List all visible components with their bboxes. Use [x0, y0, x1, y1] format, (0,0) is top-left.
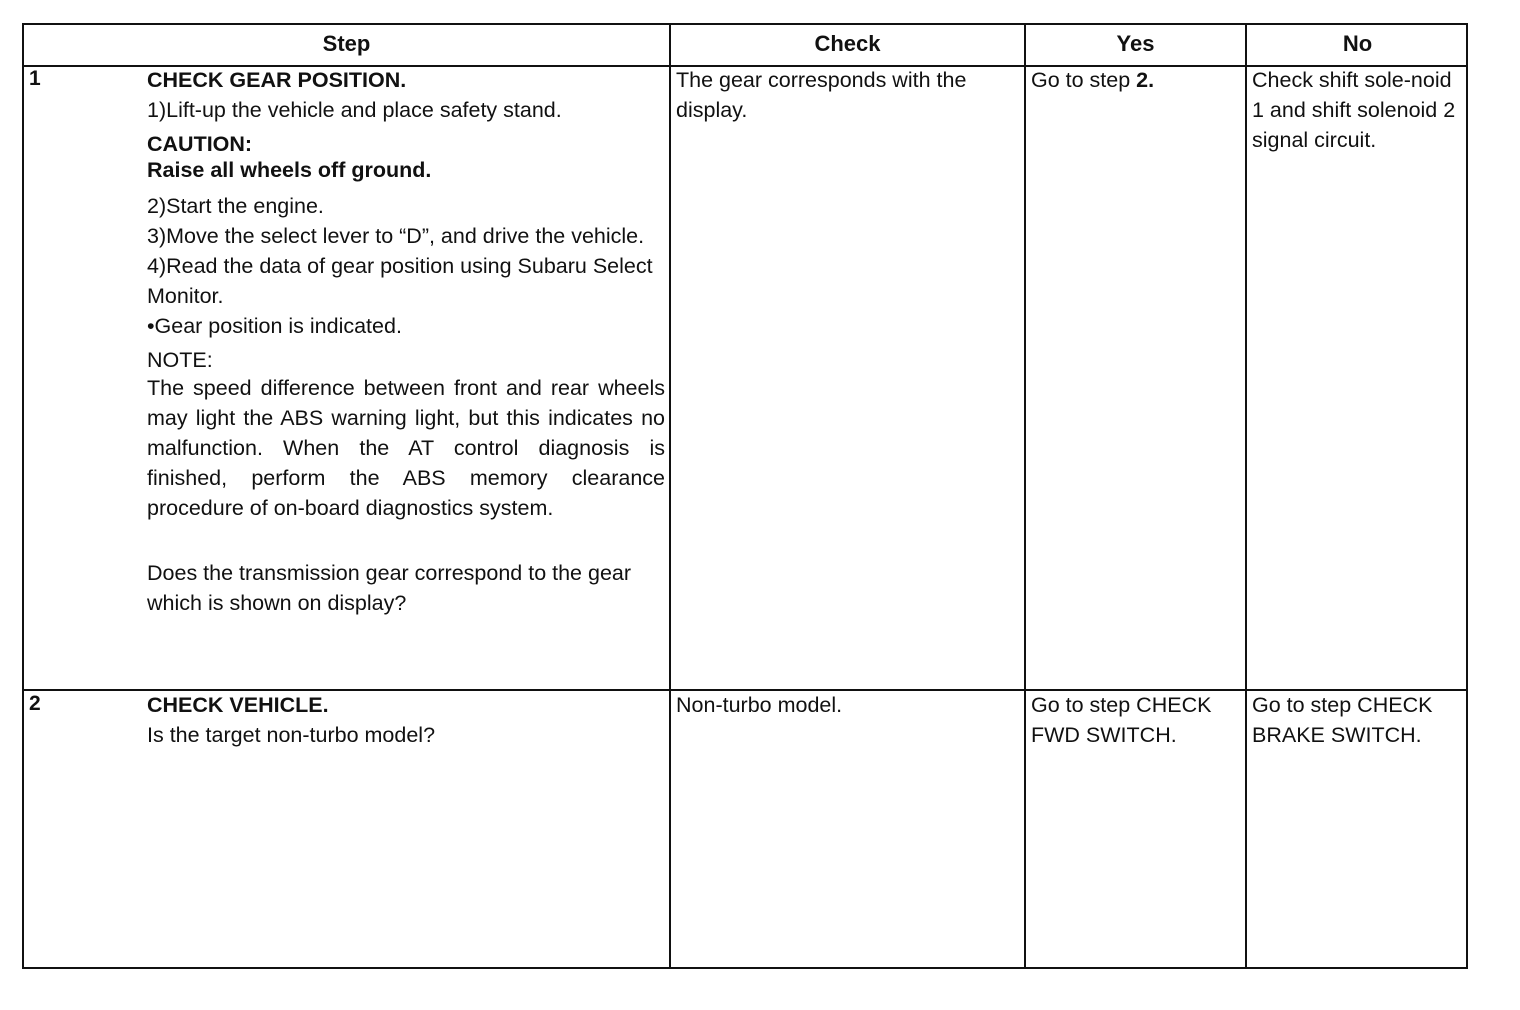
- check-cell: The gear corresponds with the display.: [676, 68, 967, 122]
- step-question: Is the target non-turbo model?: [147, 723, 436, 747]
- no-cell: Go to step CHECK BRAKE SWITCH.: [1252, 693, 1433, 747]
- instruction-line: 2)Start the engine.: [147, 194, 324, 218]
- instruction-line: 4)Read the data of gear position using Subaru Select Monitor.: [147, 254, 653, 308]
- column-divider: [1245, 25, 1247, 967]
- yes-step-number: 2.: [1136, 68, 1155, 92]
- instruction-line: 1)Lift-up the vehicle and place safety stand.: [147, 98, 562, 122]
- yes-prefix: Go to step: [1031, 68, 1137, 92]
- instruction-line: •Gear position is indicated.: [147, 314, 402, 338]
- step-title: CHECK GEAR POSITION.: [147, 68, 407, 92]
- column-divider: [1024, 25, 1026, 967]
- instruction-line: 3)Move the select lever to “D”, and drive the vehicle.: [147, 224, 645, 248]
- yes-cell: [1031, 65, 1241, 95]
- no-cell: Check shift sole-noid 1 and shift solenoid 2 signal circuit.: [1252, 68, 1456, 152]
- caution-text: Raise all wheels off ground.: [147, 158, 432, 182]
- yes-cell: Go to step CHECK FWD SWITCH.: [1031, 693, 1212, 747]
- note-label: NOTE:: [147, 348, 213, 372]
- step-2-content: [147, 690, 665, 750]
- column-divider: [669, 25, 671, 967]
- note-text: The speed difference between front and rear wheels may light the ABS warning light, but this indicates no malfunction. When the AT control diagnosis is finished, perform the ABS memory clearance procedure of on-board diagnostics system.: [147, 376, 665, 520]
- header-yes: Yes: [1116, 31, 1155, 56]
- step-title: CHECK VEHICLE.: [147, 693, 329, 717]
- header-step: Step: [322, 31, 371, 56]
- caution-label: CAUTION:: [147, 132, 253, 156]
- step-1-content: [147, 65, 665, 618]
- header-no: No: [1342, 31, 1373, 56]
- check-cell: Non-turbo model.: [676, 693, 843, 717]
- diagnostic-table: [22, 23, 1468, 969]
- step-number: 1: [29, 67, 41, 90]
- step-number: 2: [29, 692, 41, 715]
- header-check: Check: [814, 31, 881, 56]
- step-question: Does the transmission gear correspond to the gear which is shown on display?: [147, 561, 632, 615]
